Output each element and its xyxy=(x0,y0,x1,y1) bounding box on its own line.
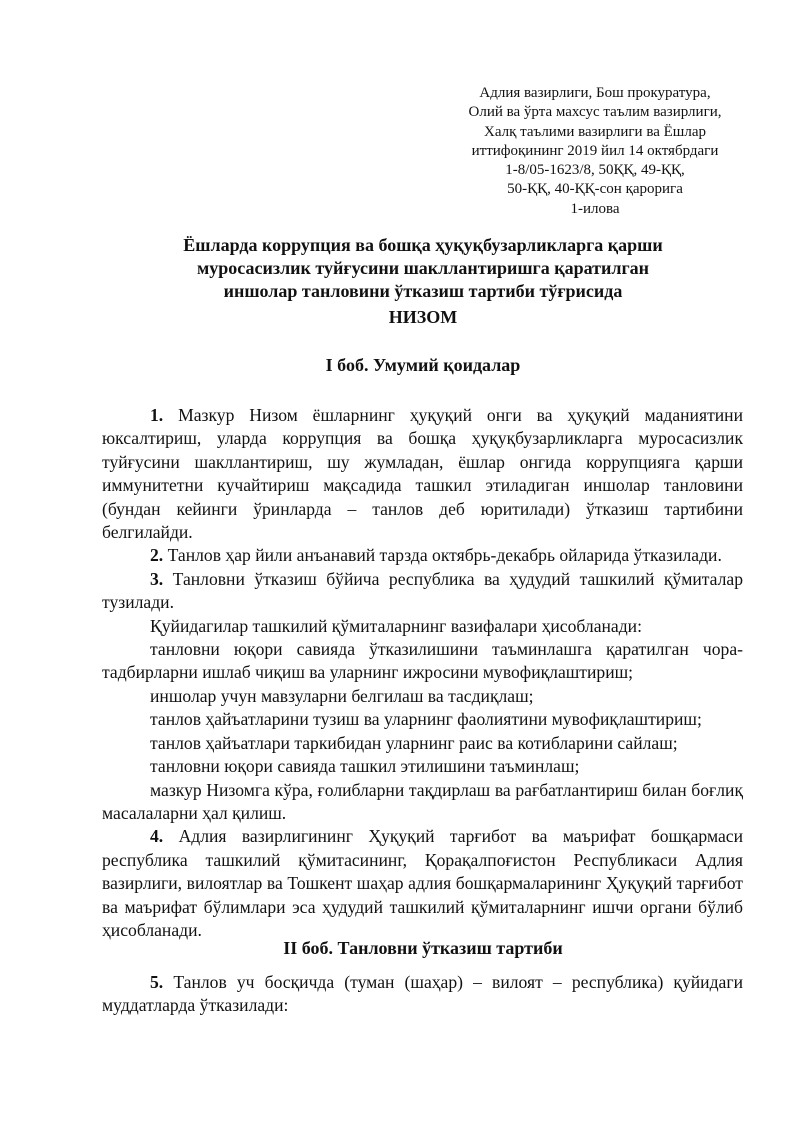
title-line: иншолар танловини ўтказиш тартиби тўғрисида xyxy=(223,281,623,301)
paragraph-number: 2. xyxy=(150,545,164,566)
paragraph-text: иншолар учун мавзуларни белгилаш ва тасдиқлаш; xyxy=(150,685,534,706)
paragraph-text: танловни юқори савияда ўтказилишини таъминлашга қаратилган чора-тадбирларни ишлаб чиқиш ва уларнинг ижросини мувофиқлаштириш; xyxy=(102,639,743,683)
chapter-1-body xyxy=(102,404,743,942)
list-item xyxy=(102,708,743,731)
approval-note-line: Олий ва ўрта махсус таълим вазирлиги, xyxy=(468,104,722,121)
paragraph-text: Адлия вазирлигининг Ҳуқуқий тарғибот ва маърифат бошқармаси республика ташкилий қўмитасининг, Қорақалпоғистон Республикаси Адлия вазирлиги, вилоятлар ва Тошкент шаҳар адлия бошқармаларининг Ҳуқуқий тарғибот ва маърифат бўлимлари эса ҳудудий ташкилий қўмиталарнинг ишчи органи бўлиб ҳисобланади. xyxy=(102,826,743,940)
paragraph-number: 3. xyxy=(150,568,164,589)
paragraph-text: Танлов ҳар йили анъанавий тарзда октябрь-декабрь ойларида ўтказилади. xyxy=(167,545,722,566)
paragraph-text: мазкур Низомга кўра, ғолибларни тақдирлаш ва рағбатлантириш билан боғлиқ масалаларни ҳал қилиш. xyxy=(102,779,743,823)
document-subtitle: НИЗОМ xyxy=(388,307,458,327)
chapter-2-heading: II боб. Танловни ўтказиш тартиби xyxy=(283,938,563,958)
approval-note-line: Халқ таълими вазирлиги ва Ёшлар xyxy=(484,123,706,140)
paragraph-number: 4. xyxy=(150,826,164,847)
approval-note-line: 50-ҚҚ, 40-ҚҚ-сон қарорига xyxy=(507,181,683,198)
document-title xyxy=(100,234,746,303)
approval-note xyxy=(430,84,760,219)
paragraph-text: Танловни ўтказиш бўйича республика ва ҳудудий ташкилий қўмиталар тузилади. xyxy=(102,568,743,613)
chapter-1-heading: I боб. Умумий қоидалар xyxy=(325,355,521,375)
paragraph-text: танлов ҳайъатларини тузиш ва уларнинг фаолиятини мувофиқлаштириш; xyxy=(150,709,702,730)
approval-note-line: иттифоқининг 2019 йил 14 октябрдаги xyxy=(471,142,719,159)
list-item xyxy=(102,638,743,685)
paragraph-text: Қуйидагилар ташкилий қўмиталарнинг вазифалари ҳисобланади: xyxy=(150,615,642,636)
paragraph xyxy=(102,971,743,1018)
title-line: Ёшларда коррупция ва бошқа ҳуқуқбузарликларга қарши xyxy=(183,235,663,255)
title-line: муросасизлик туйғусини шакллантиришга қаратилган xyxy=(197,258,649,278)
paragraph xyxy=(102,404,743,544)
list-item xyxy=(102,755,743,778)
approval-note-line: 1-илова xyxy=(570,200,620,217)
paragraph-text: Танлов уч босқичда (туман (шаҳар) – вилоят – республика) қуйидаги муддатларда ўтказилади: xyxy=(102,972,743,1016)
list-item xyxy=(102,685,743,708)
list-item xyxy=(102,732,743,755)
paragraph-number: 1. xyxy=(150,405,164,425)
chapter-2-body xyxy=(102,971,743,1018)
paragraph-text: Мазкур Низом ёшларнинг ҳуқуқий онги ва ҳуқуқий маданиятини юксалтириш, уларда коррупция ва бошқа ҳуқуқбузарликларга муросасизлик туйғусини шакллантириш, шу жумладан, ёшлар онгида коррупцияга қарши иммунитетни кучайтириш мақсадида ташкил этиладиган иншолар танловини (бундан кейинги ўринларда – танлов деб юритилади) ўтказиш тартибини белгилайди. xyxy=(102,405,743,543)
paragraph-number: 5. xyxy=(150,972,164,992)
paragraph-text: танлов ҳайъатлари таркибидан уларнинг раис ва котибларини сайлаш; xyxy=(150,732,678,753)
approval-note-line: 1-8/05-1623/8, 50ҚҚ, 49-ҚҚ, xyxy=(505,162,685,179)
paragraph xyxy=(102,615,743,638)
approval-note-line: Адлия вазирлиги, Бош прокуратура, xyxy=(479,85,711,101)
paragraph xyxy=(102,825,743,942)
paragraph xyxy=(102,544,743,567)
paragraph-text: танловни юқори савияда ташкил этилишини таъминлаш; xyxy=(150,756,580,777)
paragraph xyxy=(102,568,743,615)
list-item xyxy=(102,779,743,826)
